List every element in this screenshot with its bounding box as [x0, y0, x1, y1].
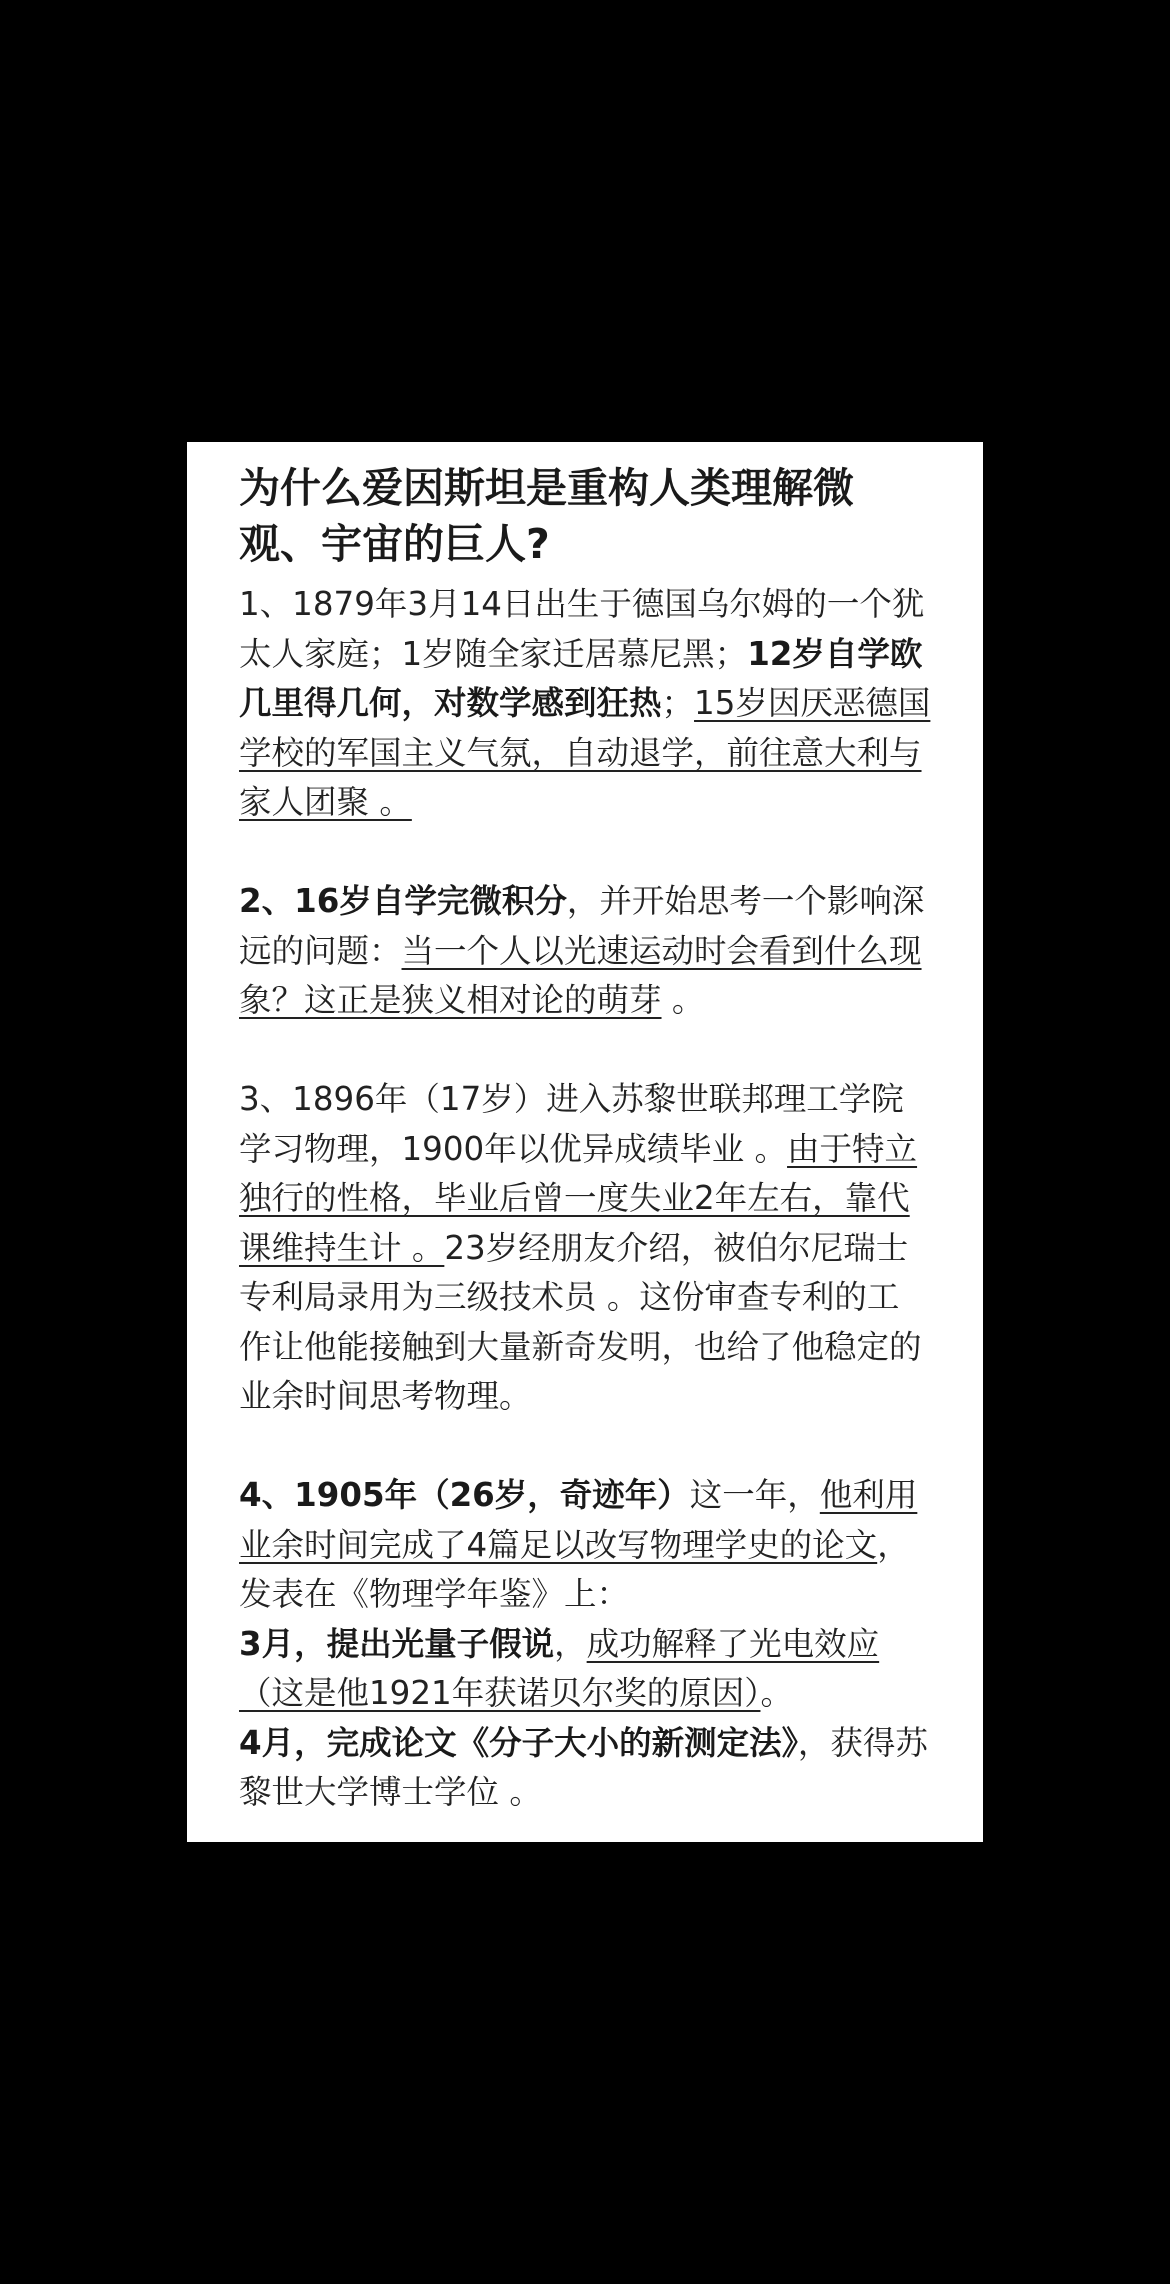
- paragraph-3: [239, 1075, 931, 1422]
- p5-bold: 3月，提出光量子假说: [239, 1624, 555, 1663]
- p4-bold: 4、1905年（26岁，奇迹年）: [239, 1476, 690, 1514]
- p2-end: 。: [661, 981, 705, 1019]
- p4-text: 这一年，: [689, 1476, 820, 1514]
- article-card: [187, 442, 983, 1842]
- p3-text: 3、1896年（17岁）进入苏黎世联邦理工学院学习物理，1900年以优异成绩毕业 。: [239, 1080, 904, 1168]
- article-title: 为什么爱因斯坦是重构人类理解微观、宇宙的巨人?: [239, 464, 854, 568]
- paragraph-1: [239, 580, 931, 828]
- paragraph-2: [239, 877, 931, 1026]
- p4-text-2: ，发表在《物理学年鉴》上：: [239, 1525, 910, 1613]
- p2-underline: 当一个人以光速运动时会看到什么现象？这正是狭义相对论的萌芽: [239, 931, 922, 1019]
- p4-underline: 他利用业余时间完成了4篇足以改写物理学史的论文: [239, 1476, 918, 1564]
- paragraph-gap: [239, 1422, 931, 1472]
- paragraph-gap: [239, 1026, 931, 1076]
- p2-bold: 2、16岁自学完微积分: [239, 882, 567, 920]
- p6-bold: 4月，完成论文《分子大小的新测定法》: [239, 1723, 798, 1762]
- paragraph-6: [239, 1719, 931, 1818]
- p6-text: ，获得苏黎世大学博士学位 。: [239, 1723, 928, 1811]
- p1-bold: 12岁自学欧几里得几何，对数学感到狂热: [239, 634, 923, 722]
- p5-end: 。: [760, 1674, 793, 1712]
- paragraph-gap: [239, 828, 931, 878]
- p3-underline: 由于特立独行的性格，毕业后曾一度失业2年左右，靠代课维持生计 。: [239, 1129, 918, 1267]
- p2-text: ，并开始思考一个影响深远的问题：: [239, 882, 925, 970]
- p3-text-2: 23岁经朋友介绍，被伯尔尼瑞士专利局录用为三级技术员 。这份审查专利的工作让他能接触到大量新奇发明，也给了他稳定的业余时间思考物理。: [239, 1228, 922, 1415]
- p1-separator: ；: [661, 684, 695, 722]
- p5-underline: 成功解释了光电效应（这是他1921年获诺贝尔奖的原因）: [239, 1624, 880, 1712]
- paragraph-5: [239, 1620, 931, 1719]
- paragraph-4: [239, 1471, 931, 1620]
- p1-underline: 15岁因厌恶德国学校的军国主义气氛，自动退学，前往意大利与家人团聚 。: [239, 684, 931, 821]
- p1-text: 1、1879年3月14日出生于德国乌尔姆的一个犹太人家庭；1岁随全家迁居慕尼黑；: [239, 585, 925, 673]
- p5-text: ，: [554, 1624, 587, 1663]
